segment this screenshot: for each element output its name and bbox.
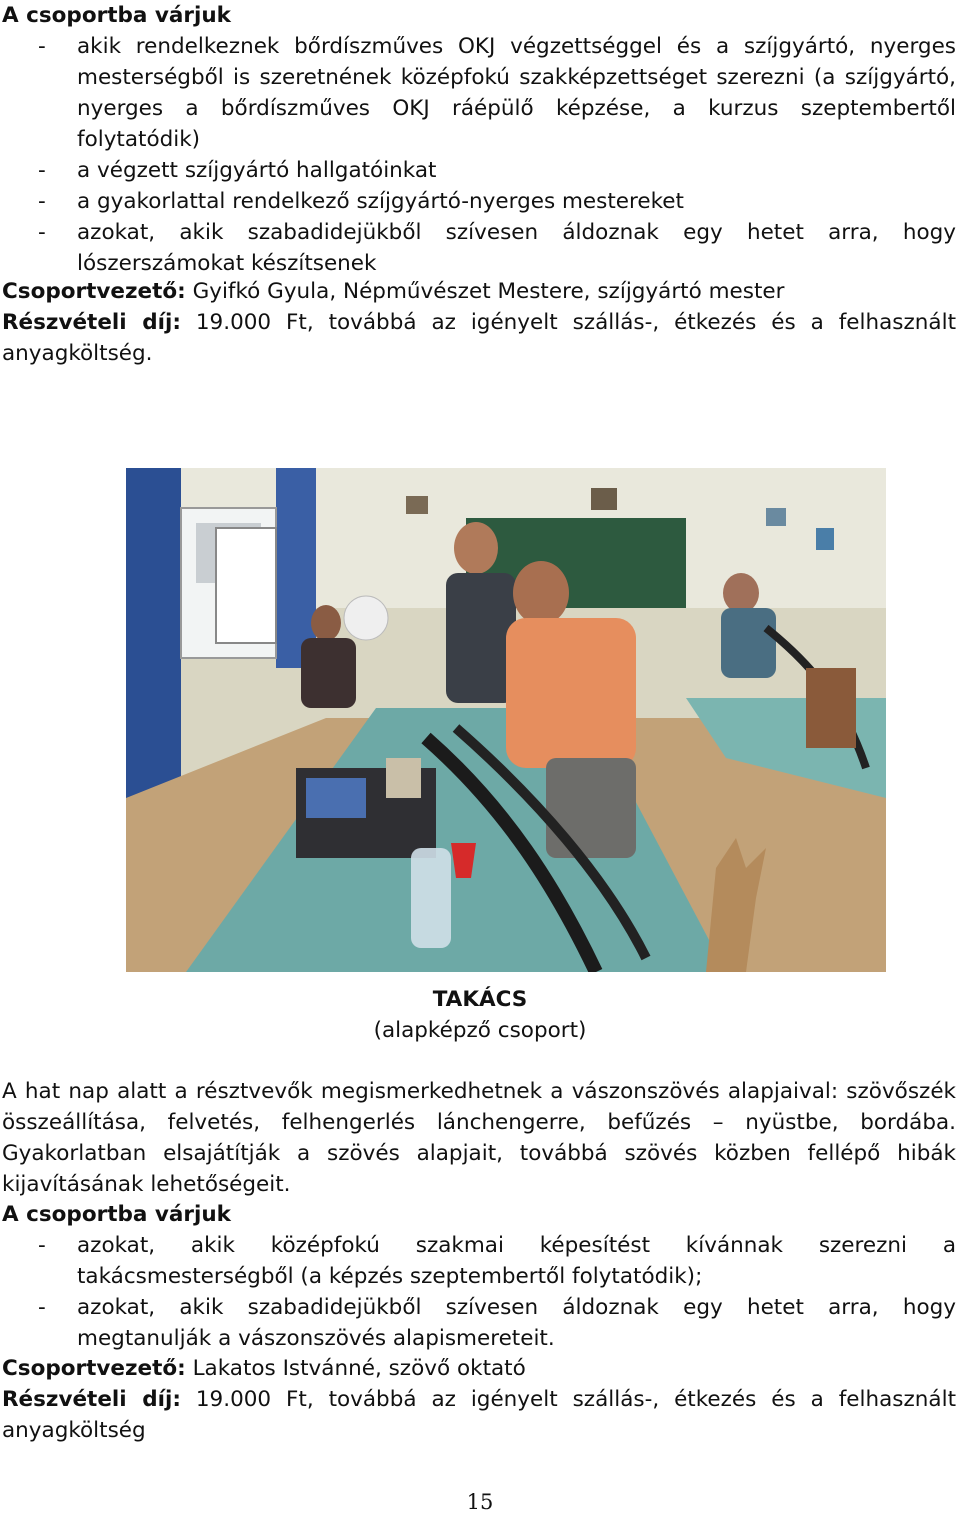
list-item: - azokat, akik középfokú szakmai képesítést kívánnak szerezni a takácsmesterségből (a képzés szeptembertől folytatódik); <box>2 1230 956 1292</box>
fee-2 <box>2 1384 956 1446</box>
section-title: TAKÁCS <box>432 987 528 1012</box>
fee-1 <box>2 307 956 369</box>
group-heading-1: A csoportba várjuk <box>2 3 231 28</box>
intro-paragraph: A hat nap alatt a résztvevők megismerkedhetnek a vászonszövés alapjaival: szövőszék összeállítása, felvetés, felhengerlés lánchengerre, befűzés – nyüstbe, bordába. Gyakorlatban elsajátítják a szövés alapjait, továbbá szövés közben fellépő hibák kijavításának lehetőségeit. <box>2 1079 956 1197</box>
fee-value: 19.000 Ft, továbbá az igényelt szállás-, étkezés és a felhasznált anyagköltség. <box>2 310 956 366</box>
fee-value: 19.000 Ft, továbbá az igényelt szállás-, étkezés és a felhasznált anyagköltség <box>2 1387 956 1443</box>
audience-list-2 <box>2 1230 956 1354</box>
list-item: - azokat, akik szabadidejükből szívesen áldoznak egy hetet arra, hogy lószerszámokat készítsenek <box>2 217 956 279</box>
list-item: - akik rendelkeznek bőrdíszműves OKJ végzettséggel és a szíjgyártó, nyerges mesterségből is szeretnének középfokú szakképzettséget szerezni (a szíjgyártó, nyerges a bőrdíszműves OKJ ráépülő képzése, a kurzus szeptembertől folytatódik) <box>2 31 956 155</box>
list-item: - azokat, akik szabadidejükből szívesen áldoznak egy hetet arra, hogy megtanulják a vászonszövés alapismereteit. <box>2 1292 956 1354</box>
group-heading-2: A csoportba várjuk <box>2 1202 231 1227</box>
group-leader-1 <box>2 276 956 307</box>
page-number: 15 <box>466 1490 494 1514</box>
workshop-photo <box>126 468 886 972</box>
fee-label: Részvételi díj: <box>2 310 181 335</box>
leader-label: Csoportvezető: <box>2 279 186 304</box>
fee-label: Részvételi díj: <box>2 1387 181 1412</box>
audience-list-1 <box>2 31 956 279</box>
group-leader-2 <box>2 1353 956 1384</box>
leader-value: Gyifkó Gyula, Népművészet Mestere, szíjgyártó mester <box>185 279 785 304</box>
leader-label: Csoportvezető: <box>2 1356 186 1381</box>
list-item: - a végzett szíjgyártó hallgatóinkat <box>2 155 956 186</box>
leader-value: Lakatos Istvánné, szövő oktató <box>185 1356 526 1381</box>
section-subtitle: (alapképző csoport) <box>373 1018 587 1043</box>
list-item: - a gyakorlattal rendelkező szíjgyártó-nyerges mestereket <box>2 186 956 217</box>
